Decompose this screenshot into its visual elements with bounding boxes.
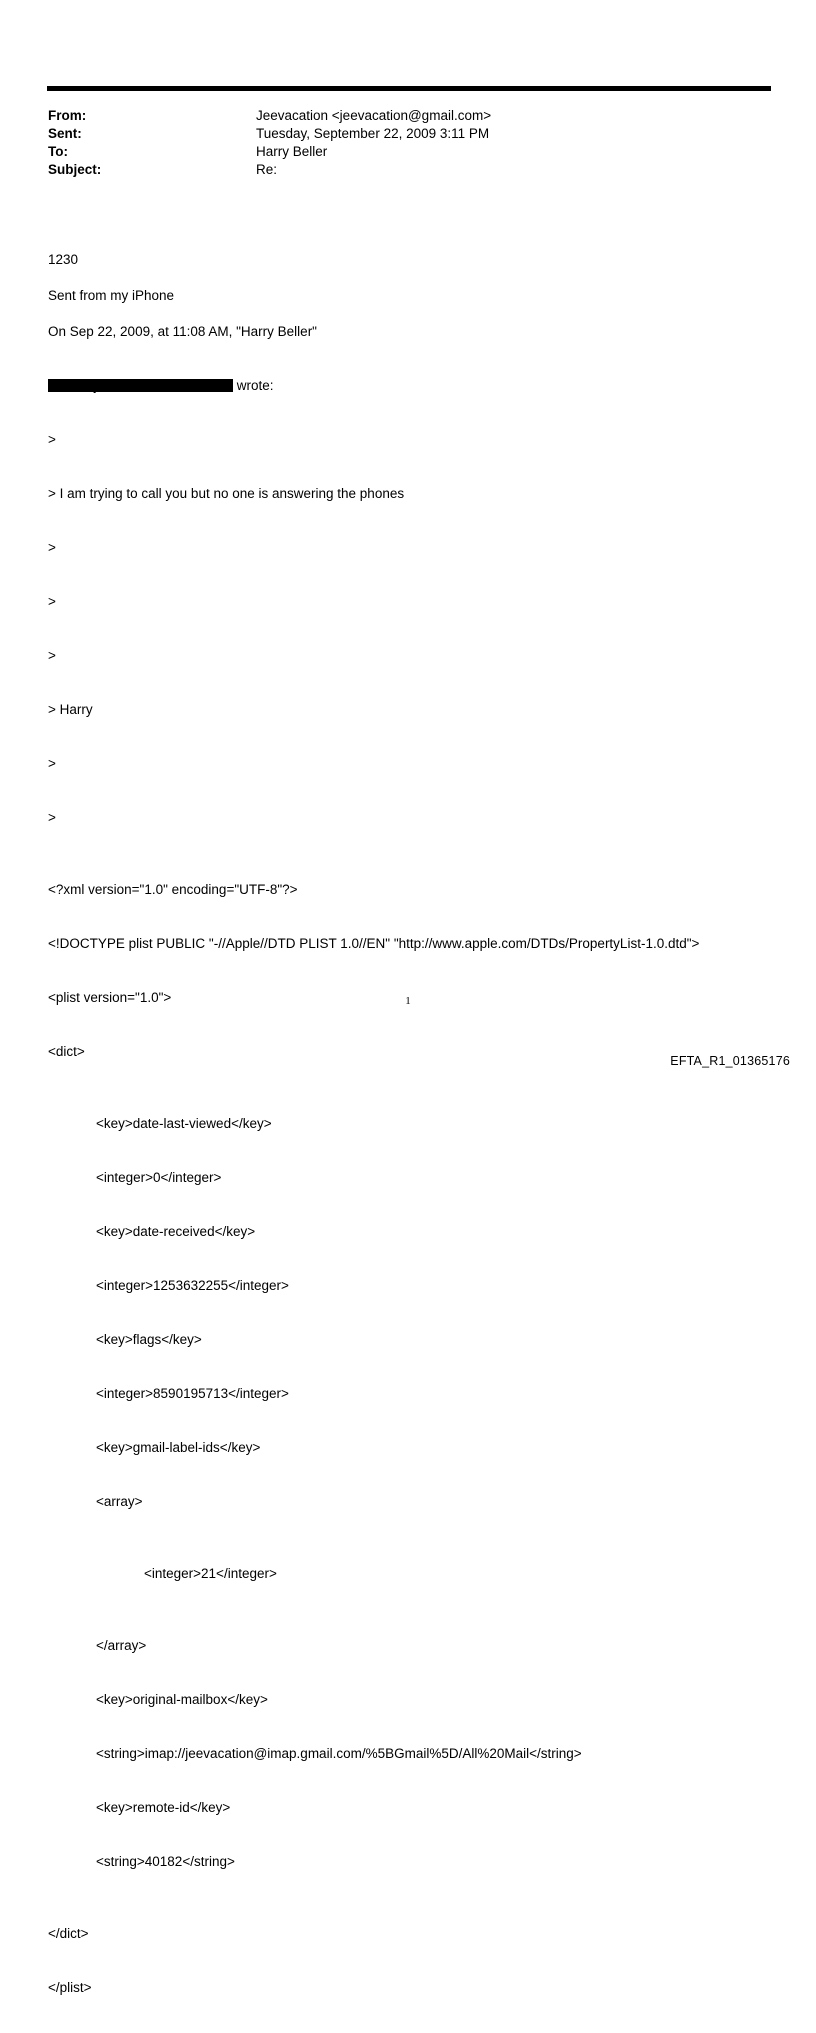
document-id: EFTA_R1_01365176 xyxy=(670,1054,790,1068)
sent-value: Tuesday, September 22, 2009 3:11 PM xyxy=(256,126,490,141)
header-divider xyxy=(47,86,771,91)
from-row xyxy=(48,107,748,125)
xml-dict-line: <key>date-last-viewed</key> xyxy=(96,1116,272,1131)
to-row xyxy=(48,143,748,161)
xml-dict-line: <array> xyxy=(96,1494,143,1509)
quoted-line: > Harry xyxy=(48,702,93,717)
quoted-line: > xyxy=(48,648,56,663)
quoted-line: > xyxy=(48,540,56,555)
xml-dict-line: <integer>1253632255</integer> xyxy=(96,1278,289,1293)
quote-intro-line: On Sep 22, 2009, at 11:08 AM, "Harry Beller" xyxy=(48,324,317,339)
quoted-line: > xyxy=(48,756,56,771)
xml-closing-line: </dict> xyxy=(48,1926,89,1941)
quoted-line: > Jeffrey xyxy=(48,378,100,393)
sent-row xyxy=(48,125,748,143)
quote-intro-wrote: wrote: xyxy=(233,378,274,393)
quoted-line: > xyxy=(48,810,56,825)
sent-label: Sent: xyxy=(48,126,82,141)
xml-line: <?xml version="1.0" encoding="UTF-8"?> xyxy=(48,882,298,897)
subject-value: Re: xyxy=(256,162,278,177)
xml-dict-line: <string>40182</string> xyxy=(96,1854,235,1869)
xml-dict-line: <integer>0</integer> xyxy=(96,1170,222,1185)
quoted-line: > I am trying to call you but no one is answering the phones xyxy=(48,486,405,501)
body-line-1230: 1230 xyxy=(48,252,79,267)
xml-array-item: <integer>21</integer> xyxy=(144,1566,277,1581)
xml-dict-line: <key>gmail-label-ids</key> xyxy=(96,1440,261,1455)
from-label: From: xyxy=(48,108,87,123)
to-label: To: xyxy=(48,144,68,159)
email-header xyxy=(48,107,748,179)
subject-label: Subject: xyxy=(48,162,102,177)
xml-line: <plist version="1.0"> xyxy=(48,990,172,1005)
xml-dict-line: <key>remote-id</key> xyxy=(96,1800,231,1815)
to-value: Harry Beller xyxy=(256,144,328,159)
xml-closing-line: </plist> xyxy=(48,1980,92,1995)
xml-dict-line: <key>date-received</key> xyxy=(96,1224,256,1239)
page-number: 1 xyxy=(405,995,411,1007)
quoted-lines xyxy=(48,341,699,2033)
from-value: Jeevacation <jeevacation@gmail.com> xyxy=(256,108,492,123)
xml-line: <!DOCTYPE plist PUBLIC "-//Apple//DTD PLIST 1.0//EN" "http://www.apple.com/DTDs/PropertyList-1.0.dtd"> xyxy=(48,936,700,951)
xml-line: <dict> xyxy=(48,1044,85,1059)
quoted-line: > xyxy=(48,594,56,609)
xml-dict-line: <key>flags</key> xyxy=(96,1332,202,1347)
xml-dict-line: </array> xyxy=(96,1638,147,1653)
xml-dict-line: <integer>8590195713</integer> xyxy=(96,1386,289,1401)
subject-row xyxy=(48,161,748,179)
xml-dict-line: <string>imap://jeevacation@imap.gmail.com/%5BGmail%5D/All%20Mail</string> xyxy=(96,1746,582,1761)
quoted-line: > xyxy=(48,432,56,447)
xml-dict-line: <key>original-mailbox</key> xyxy=(96,1692,268,1707)
signature-line: Sent from my iPhone xyxy=(48,288,175,303)
